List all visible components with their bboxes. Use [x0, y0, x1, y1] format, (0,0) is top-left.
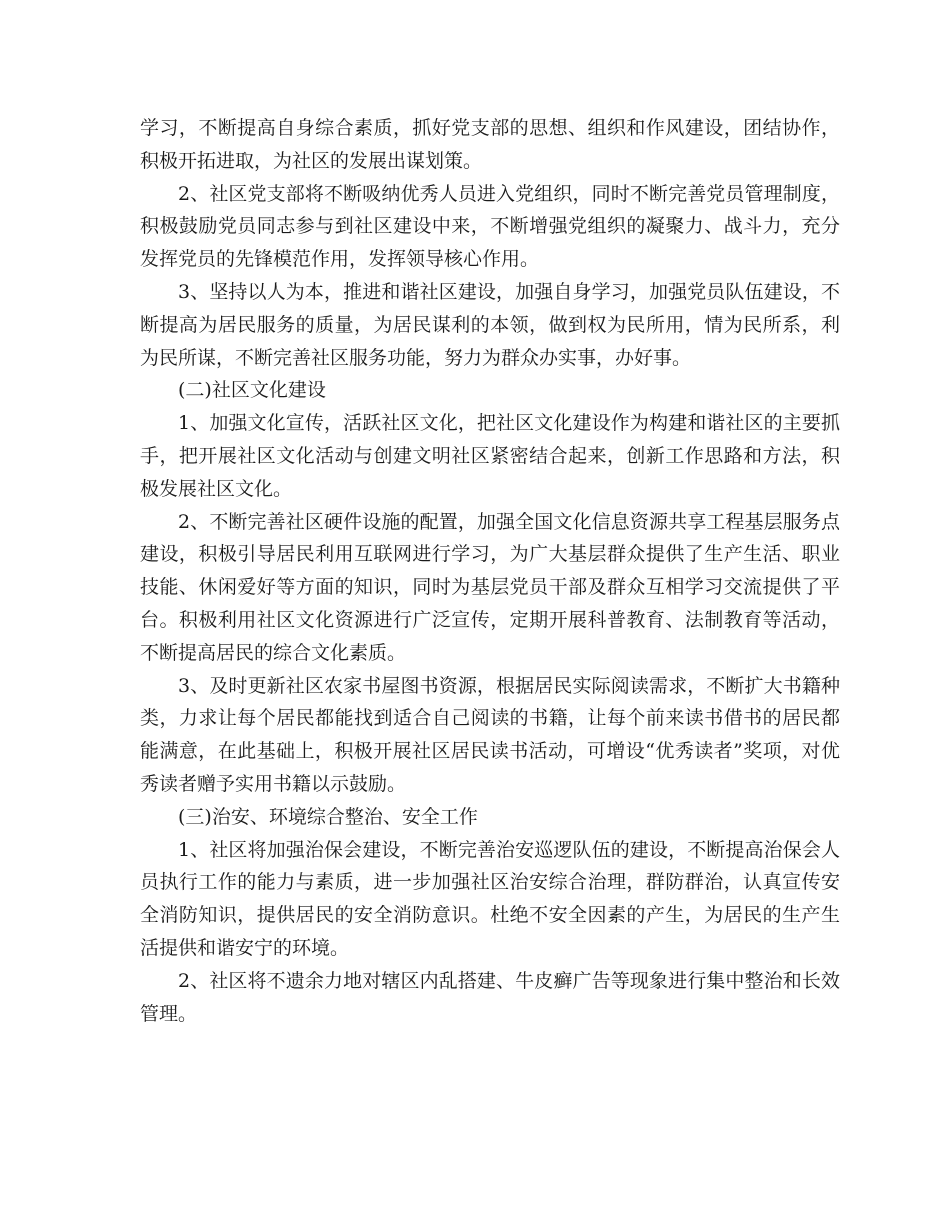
- paragraph-7: 3、及时更新社区农家书屋图书资源，根据居民实际阅读需求，不断扩大书籍种类，力求让每个居民都能找到适合自己阅读的书籍，让每个前来读书借书的居民都能满意，在此基础上，积极开展社区居民读书活动，可增设“优秀读者”奖项，对优秀读者赠予实用书籍以示鼓励。: [140, 674, 840, 795]
- paragraph-3: 3、坚持以人为本，推进和谐社区建设，加强自身学习，加强党员队伍建设，不断提高为居民服务的质量，为居民谋利的本领，做到权为民所用，情为民所系，利为民所谋，不断完善社区服务功能，努力为群众办实事，办好事。: [140, 280, 840, 369]
- paragraph-9: 1、社区将加强治保会建设，不断完善治安巡逻队伍的建设，不断提高治保会人员执行工作的能力与素质，进一步加强社区治安综合治理，群防群治，认真宣传安全消防知识，提供居民的安全消防意识。杜绝不安全因素的产生，为居民的生产生活提供和谐安宁的环境。: [140, 838, 840, 959]
- section-heading-culture: (二)社区文化建设: [178, 379, 326, 402]
- paragraph-5: 1、加强文化宣传，活跃社区文化，把社区文化建设作为构建和谐社区的主要抓手，把开展社区文化活动与创建文明社区紧密结合起来，创新工作思路和方法，积极发展社区文化。: [140, 412, 840, 500]
- section-heading-security: (三)治安、环境综合整治、安全工作: [178, 805, 478, 828]
- paragraph-6: 2、不断完善社区硬件设施的配置，加强全国文化信息资源共享工程基层服务点建设，积极引导居民利用互联网进行学习，为广大基层群众提供了生产生活、职业技能、休闲爱好等方面的知识，同时为基层党员干部及群众互相学习交流提供了平台。积极利用社区文化资源进行广泛宣传，定期开展科普教育、法制教育等活动，不断提高居民的综合文化素质。: [140, 510, 840, 664]
- paragraph-10: 2、社区将不遗余力地对辖区内乱搭建、牛皮癣广告等现象进行集中整治和长效管理。: [140, 969, 840, 1025]
- paragraph-2: 2、社区党支部将不断吸纳优秀人员进入党组织，同时不断完善党员管理制度，积极鼓励党员同志参与到社区建设中来，不断增强党组织的凝聚力、战斗力，充分发挥党员的先锋模范作用，发挥领导核心作用。: [140, 182, 840, 271]
- paragraph-1: 学习，不断提高自身综合素质，抓好党支部的思想、组织和作风建设，团结协作，积极开拓进取，为社区的发展出谋划策。: [140, 117, 840, 172]
- document-body: [140, 112, 840, 1030]
